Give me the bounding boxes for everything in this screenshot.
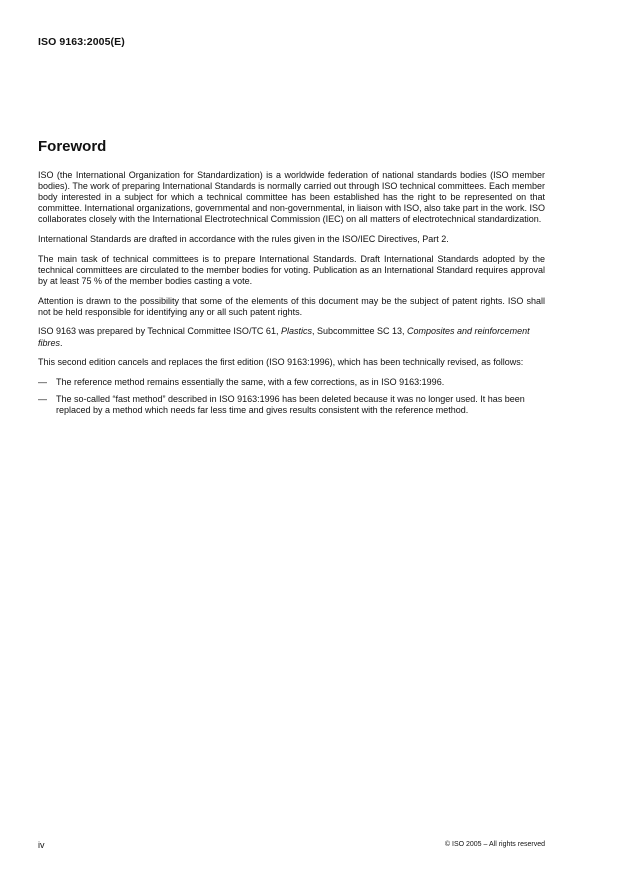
document-id: ISO 9163:2005(E) (38, 36, 125, 48)
prepared-by-end: . (60, 337, 63, 348)
em-dash-bullet: — (38, 394, 47, 405)
list-item-text: The so-called “fast method” described in ISO 9163:1996 has been deleted because it was no longer used. It has been replaced by a method which needs far less time and gives results consistent with the reference method. (56, 394, 525, 416)
paragraph-technical-committees: The main task of technical committees is to prepare International Standards. Draft International Standards adopted by the technical committees are circulated to the member bodies for voting. Publication as an International Standard requires approval by at least 75 % of the member bodies casting a vote. (38, 253, 545, 286)
list-item-text: The reference method remains essentially the same, with a few corrections, as in ISO 9163:1996. (56, 376, 445, 387)
subcommittee-name: Composites and reinforcement fibres (38, 326, 530, 348)
foreword-body (38, 170, 545, 423)
prepared-by-text: ISO 9163 was prepared by Technical Committee ISO/TC 61, (38, 326, 281, 337)
page-title: Foreword (38, 138, 107, 155)
paragraph-edition-revision: This second edition cancels and replaces the first edition (ISO 9163:1996), which has been technically revised, as follows: (38, 357, 524, 368)
em-dash-bullet: — (38, 376, 47, 387)
paragraph-prepared-by (38, 326, 545, 348)
paragraph-iso-federation: ISO (the International Organization for Standardization) is a worldwide federation of national standards bodies (ISO member bodies). The work of preparing International Standards is normally carried out through ISO technical committees. Each member body interested in a subject for which a technical committee has been established has the right to be represented on that committee. International organizations, governmental and non-governmental, in liaison with ISO, also take part in the work. ISO collaborates closely with the International Electrotechnical Commission (IEC) on all matters of electrotechnical standardization. (38, 170, 545, 225)
subcommittee-text: , Subcommittee SC 13, (311, 326, 408, 337)
list-item (38, 377, 545, 388)
paragraph-drafting-rules: International Standards are drafted in accordance with the rules given in the ISO/IEC Directives, Part 2. (38, 234, 449, 245)
technical-committee-name: Plastics (280, 326, 312, 337)
list-item (38, 394, 545, 416)
page-number: iv (38, 840, 45, 850)
paragraph-patent-rights: Attention is drawn to the possibility that some of the elements of this document may be the subject of patent rights. ISO shall not be held responsible for identifying any or all such patent rights. (38, 295, 545, 317)
copyright-notice: © ISO 2005 – All rights reserved (444, 841, 545, 848)
